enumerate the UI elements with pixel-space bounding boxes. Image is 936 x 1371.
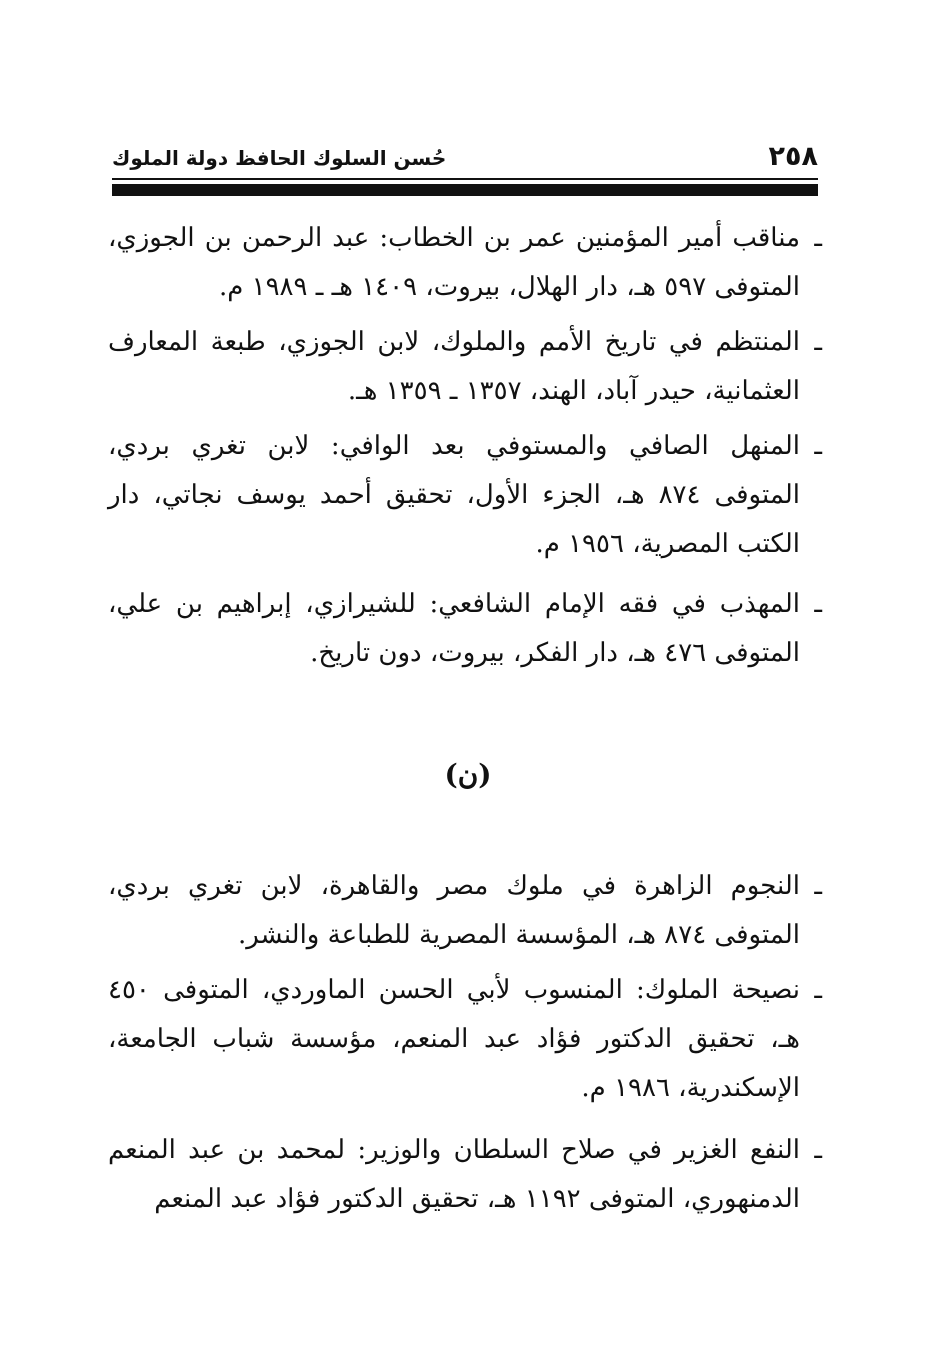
entry-text: النجوم الزاهرة في ملوك مصر والقاهرة، لابن تغري بردي، المتوفى ٨٧٤ هـ، المؤسسة المصرية للطباعة والنشر. [108,871,800,950]
entry-text: المنتظم في تاريخ الأمم والملوك، لابن الجوزي، طبعة المعارف العثمانية، حيدر آباد، الهند، ١٣٥٧ ـ ١٣٥٩ هـ. [108,327,800,406]
entry-text: المهذب في فقه الإمام الشافعي: للشيرازي، إبراهيم بن علي، المتوفى ٤٧٦ هـ، دار الفكر، بيروت، دون تاريخ. [108,589,800,668]
entry-dash: ـ [814,223,822,253]
page-header [112,136,818,176]
entry-dash: ـ [814,1135,822,1165]
header-rule-thick [112,184,818,196]
bibliography-entry [108,580,822,678]
bibliography-entry [108,422,822,569]
entry-text: المنهل الصافي والمستوفي بعد الوافي: لابن تغري بردي، المتوفى ٨٧٤ هـ، الجزء الأول، تحقيق أحمد يوسف نجاتي، دار الكتب المصرية، ١٩٥٦ م. [108,431,800,559]
page-number: ٢٥٨ [768,141,818,172]
entry-text: نصيحة الملوك: المنسوب لأبي الحسن الماوردي، المتوفى ٤٥٠ هـ، تحقيق الدكتور فؤاد عبد المنعم، مؤسسة شباب الجامعة، الإسكندرية، ١٩٨٦ م. [108,975,800,1103]
bibliography-entry [108,862,822,960]
bibliography-entry [108,1126,822,1224]
entry-dash: ـ [814,975,822,1005]
entry-dash: ـ [814,431,822,461]
bibliography-entry [108,214,822,312]
entry-text: مناقب أمير المؤمنين عمر بن الخطاب: عبد الرحمن بن الجوزي، المتوفى ٥٩٧ هـ، دار الهلال، بيروت، ١٤٠٩ هـ ـ ١٩٨٩ م. [108,223,800,302]
bibliography-entry [108,318,822,416]
entry-dash: ـ [814,327,822,357]
entry-text: النفع الغزير في صلاح السلطان والوزير: لمحمد بن عبد المنعم الدمنهوري، المتوفى ١١٩٢ هـ، تحقيق الدكتور فؤاد عبد المنعم [108,1135,800,1214]
header-rule-thin [112,178,818,180]
entry-dash: ـ [814,871,822,901]
section-heading: (ن) [444,758,492,791]
running-title: حُسن السلوك الحافظ دولة الملوك [112,146,447,170]
bibliography-entry [108,966,822,1113]
entry-dash: ـ [814,589,822,619]
